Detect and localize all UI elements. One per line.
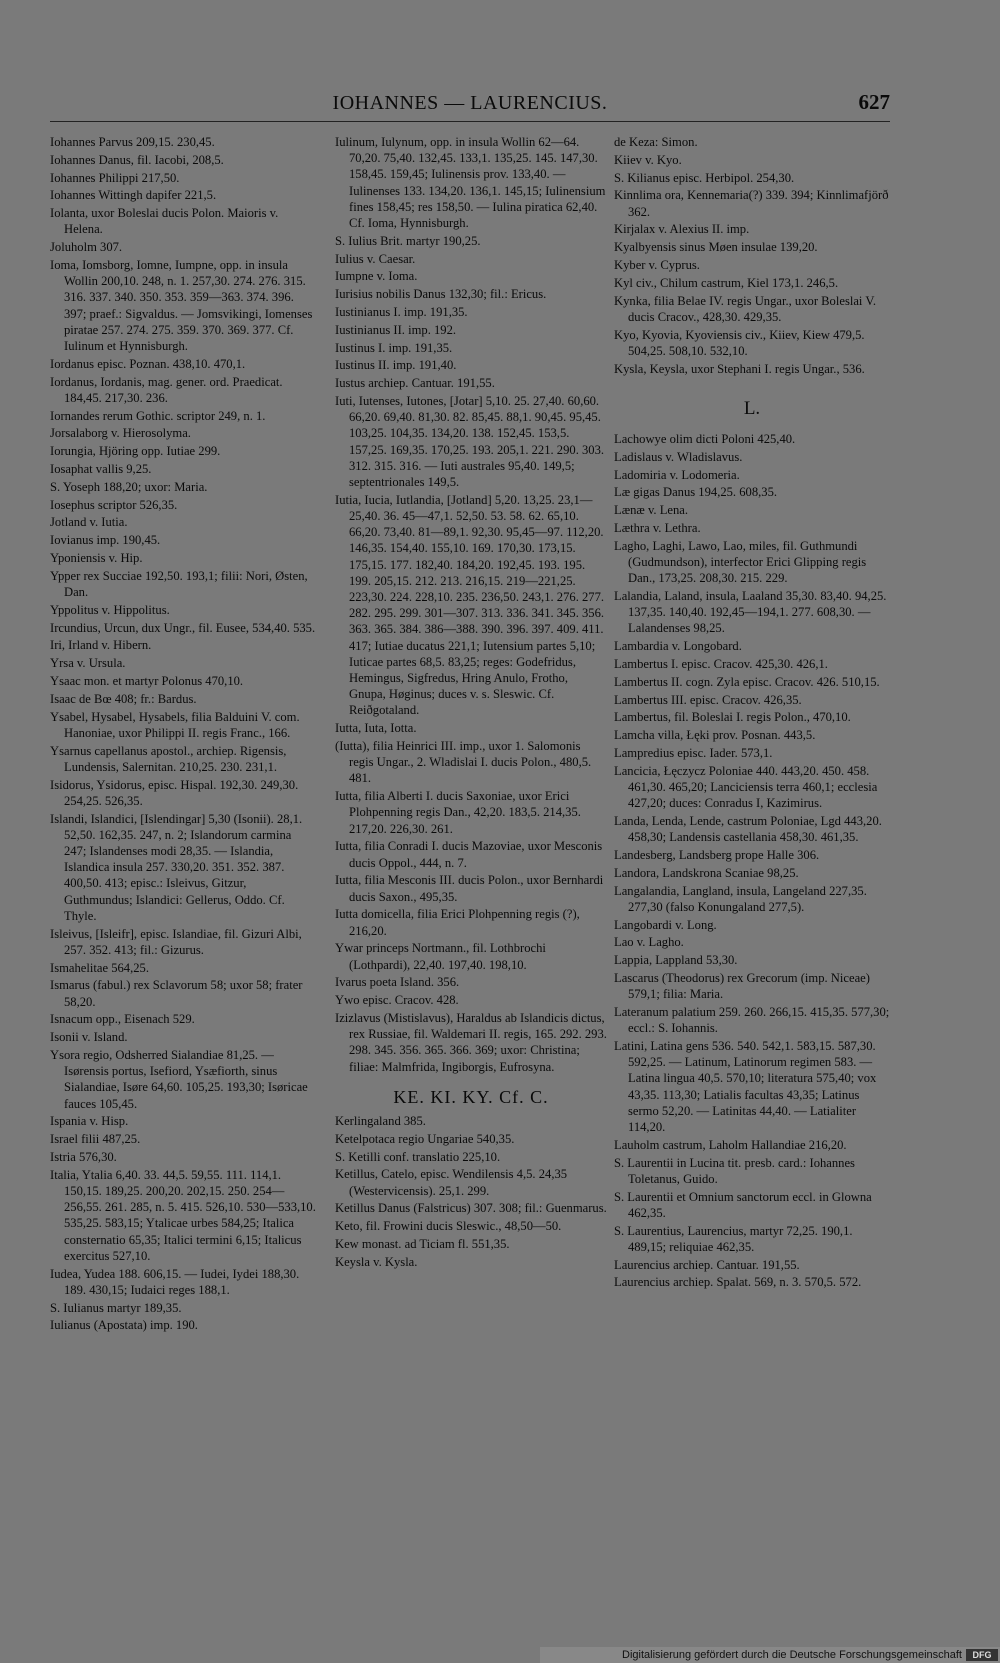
index-entry: Læ gigas Danus 194,25. 608,35.: [614, 485, 778, 500]
index-entry: Isnacum opp., Eisenach 529.: [50, 1012, 195, 1027]
index-entry: Iudea, Yudea 188. 606,15. — Iudei, Iydei 188,30. 189. 430,15; Iudaici reges 188,1.: [50, 1266, 300, 1297]
index-entry: Iutta, filia Alberti I. ducis Saxoniae, uxor Erici Plohpenning regis Dan., 42,20. 183,5. 214,35. 217,20. 226,30. 261.: [335, 789, 581, 836]
index-entry: Iulius v. Caesar.: [335, 251, 416, 266]
index-entry: Lachowye olim dicti Poloni 425,40.: [614, 431, 796, 446]
index-entry: Lao v. Lagho.: [614, 935, 684, 950]
index-entry: Ketelpotaca regio Ungariae 540,35.: [335, 1131, 515, 1146]
index-entry: Kyo, Kyovia, Kyoviensis civ., Kiiev, Kiew 479,5. 504,25. 508,10. 532,10.: [614, 327, 865, 358]
index-entry: S. Iulius Brit. martyr 190,25.: [335, 233, 481, 248]
index-entry: S. Laurentii et Omnium sanctorum eccl. in Glowna 462,35.: [614, 1189, 872, 1220]
index-entry: Iordanus, Iordanis, mag. gener. ord. Praedicat. 184,45. 217,30. 236.: [50, 374, 283, 405]
index-entry: Lambertus, fil. Boleslai I. regis Polon., 470,10.: [614, 710, 851, 725]
index-entry: Landora, Landskrona Scaniae 98,25.: [614, 865, 799, 880]
index-entry: Iulinum, Iulynum, opp. in insula Wollin 62—64. 70,20. 75,40. 132,45. 133,1. 135,25. 145. 147,30. 158,45. 159,45; Iulinensis prov. 133,40. — Iulinenses 133. 134,20. 136,1. 145,15; Iulinensium fines 158,45; res 158,50. — Iulina piratica 62,40. Cf. Ioma, Hynnisburgh.: [335, 135, 606, 231]
index-entry: Iustus archiep. Cantuar. 191,55.: [335, 376, 495, 391]
index-entry: de Keza: Simon.: [614, 135, 698, 149]
index-entry: Ysaac mon. et martyr Polonus 470,10.: [50, 673, 244, 688]
index-entry: Lamcha villa, Łęki prov. Posnan. 443,5.: [614, 728, 816, 743]
index-entry: (Iutta), filia Heinrici III. imp., uxor 1. Salomonis regis Ungar., 2. Wladislai I. ducis Polon., 480,5. 481.: [335, 739, 592, 786]
index-entry: Lambertus III. episc. Cracov. 426,35.: [614, 692, 802, 707]
index-entry: Langobardi v. Long.: [614, 917, 717, 932]
index-entry: Iustinus I. imp. 191,35.: [335, 340, 453, 355]
index-entry: Ispania v. Hisp.: [50, 1114, 129, 1129]
page-number: 627: [858, 90, 890, 114]
index-entry: Lambertus I. episc. Cracov. 425,30. 426,1.: [614, 656, 828, 671]
index-entry: S. Iulianus martyr 189,35.: [50, 1300, 182, 1315]
index-entry: Iutta, Iuta, Iotta.: [335, 721, 417, 736]
index-entry: Iutta, filia Mesconis III. ducis Polon., uxor Bernhardi ducis Saxon., 495,35.: [335, 873, 604, 904]
index-entry: Isidorus, Ysidorus, episc. Hispal. 192,30. 249,30. 254,25. 526,35.: [50, 777, 299, 808]
index-entry: Ioma, Iomsborg, Iomne, Iumpne, opp. in insula Wollin 200,10. 248, n. 1. 257,30. 274. 276. 315. 316. 337. 340. 350. 353. 359—363. 374. 396. 397; praef.: Sigvaldus. — Jomsvikingi, Iomenses piratae 257. 274. 275. 359. 370. 369. 377. Cf. Iulinum et Hynnisburgh.: [50, 257, 313, 353]
index-entry: Italia, Ytalia 6,40. 33. 44,5. 59,55. 111. 114,1. 150,15. 189,25. 200,20. 202,15. 250. 254—256,55. 261. 285, n. 5. 415. 526,10. 530—533,10. 535,25. 583,15; Ytalicae urbes 584,25; Italica consternatio 65,35; Italici termini 6,15; Italicus exercitus 527,10.: [50, 1167, 316, 1263]
index-entry: Keto, fil. Frowini ducis Sleswic., 48,50—50.: [335, 1219, 562, 1234]
index-entry: Iohannes Danus, fil. Iacobi, 208,5.: [50, 152, 224, 167]
index-entry: Yrsa v. Ursula.: [50, 656, 126, 671]
index-entry: Kynka, filia Belae IV. regis Ungar., uxor Boleslai V. ducis Cracov., 428,30. 429,35.: [614, 293, 876, 324]
index-entry: S. Ketilli conf. translatio 225,10.: [335, 1149, 501, 1164]
index-entry: Kyalbyensis sinus Møen insulae 139,20.: [614, 240, 818, 255]
digitization-footer: [540, 1647, 1000, 1663]
index-entry: Iustinianus I. imp. 191,35.: [335, 305, 468, 319]
index-entry: Iutia, Iucia, Iutlandia, [Jotland] 5,20. 13,25. 23,1—25,40. 36. 45—47,1. 52,50. 53. 58. 62. 65,10. 66,20. 73,40. 81—89,1. 92,30. 95,45—97. 112,20. 146,35. 154,40. 155,10. 169. 170,30. 173,15. 175,15. 177. 182,40. 184,20. 192,45. 193. 195. 199. 205,15. 212. 213. 216,15. 219—221,25. 223,30. 224. 228,10. 235. 236,50. 243,1. 276. 277. 282. 295. 299. 301—307. 313. 336. 341. 345. 356. 363. 365. 384. 386—388. 390. 396. 397. 409. 411. 417; Iutiae ducatus 221,1; Iutensium partes 5,10; Iuticae partes 68,5. 83,25; reges: Godefridus, Hemingus, Sigfredus, Hring Anulo, Frotho, Gnupa, Høginus; duces v. s. Sleswic. Cf. Reiðgotaland.: [335, 492, 605, 718]
index-entry: Ysora regio, Odsherred Sialandiae 81,25. — Isørensis portus, Isefiord, Ysæfiorth, sinus Sialandiae, Isøre 64,60. 105,25. 193,30; Isøricae fauces 105,45.: [50, 1047, 308, 1111]
index-entry: Jorsalaborg v. Hierosolyma.: [50, 426, 191, 441]
index-entry: Latini, Latina gens 536. 540. 542,1. 583,15. 587,30. 592,25. — Latinum, Latinorum regimen 583. — Latina lingua 40,5. 570,10; literatura 575,40; vox 43,35. 113,30; Latialis facultas 43,35; Latinus sermo 52,20. — Latinitas 44,40. — Latialiter 114,20.: [614, 1038, 877, 1134]
section-heading: L.: [743, 397, 761, 419]
index-entry: Israel filii 487,25.: [50, 1132, 141, 1147]
index-entry: Kyber v. Cyprus.: [614, 257, 700, 272]
index-entry: Iutta domicella, filia Erici Plohpenning regis (?), 216,20.: [335, 907, 580, 938]
index-entry: Ketillus, Catelo, episc. Wendilensis 4,5. 24,35 (Westervicensis). 25,1. 299.: [335, 1167, 568, 1198]
index-entry: Iumpne v. Ioma.: [335, 269, 418, 284]
index-entry: Lauholm castrum, Laholm Hallandiae 216,20.: [614, 1137, 847, 1152]
index-entry: S. Yoseph 188,20; uxor: Maria.: [50, 479, 208, 494]
index-entry: Isleivus, [Isleifr], episc. Islandiae, fil. Gizuri Albi, 257. 352. 413; fil.: Gizurus.: [50, 926, 302, 957]
index-column-3: [614, 134, 890, 1292]
index-entry: Lascarus (Theodorus) rex Grecorum (imp. Niceae) 579,1; filia: Maria.: [614, 970, 870, 1002]
index-entry: Iulianus (Apostata) imp. 190.: [50, 1318, 198, 1333]
index-entry: Iosephus scriptor 526,35.: [50, 497, 178, 512]
index-entry: Lænæ v. Lena.: [614, 503, 689, 518]
index-entry: Iohannes Philippi 217,50.: [50, 170, 180, 185]
index-entry: Yppolitus v. Hippolitus.: [50, 602, 170, 617]
index-entry: Isonii v. Island.: [50, 1030, 128, 1045]
index-entry: Ladislaus v. Wladislavus.: [614, 449, 743, 464]
index-entry: Izizlavus (Mistislavus), Haraldus ab Islandicis dictus, rex Russiae, fil. Waldemari II. regis, 165. 292. 293. 298. 345. 356. 365. 366. 369; uxor: Christina; filiae: Malmfrida, Ingiborgis, Eufrosyna.: [335, 1011, 607, 1074]
index-entry: Iutta, filia Conradi I. ducis Mazoviae, uxor Mesconis ducis Oppol., 444, n. 7.: [335, 839, 603, 870]
index-entry: Lambardia v. Longobard.: [614, 639, 742, 654]
index-entry: Landesberg, Landsberg prope Halle 306.: [614, 847, 820, 862]
index-entry: Iordanus episc. Poznan. 438,10. 470,1.: [50, 356, 246, 371]
dfg-logo: DFG: [966, 1649, 998, 1661]
index-entry: Iolanta, uxor Boleslai ducis Polon. Maioris v. Helena.: [50, 206, 279, 237]
header-rule: [50, 121, 890, 122]
index-entry: Iuti, Iutenses, Iutones, [Jotar] 5,10. 25. 27,40. 60,60. 66,20. 69,40. 81,30. 82. 85,45. 88,1. 90,45. 95,45. 103,25. 104,35. 134,20. 138. 152,45. 153,5. 157,25. 169,35. 170,25. 193. 205,1. 221. 290. 303. 312. 315. 316. — Iuti australes 95,40. 149,5; septentrionales 149,5.: [335, 393, 605, 489]
index-entry: S. Laurentii in Lucina tit. presb. card.: Iohannes Toletanus, Guido.: [614, 1155, 855, 1186]
index-entry: Ircundius, Urcun, dux Ungr., fil. Eusee, 534,40. 535.: [50, 620, 316, 635]
index-entry: Ywar princeps Nortmann., fil. Lothbrochi (Lothpardi), 22,40. 197,40. 198,10.: [335, 941, 546, 972]
index-entry: Keysla v. Kysla.: [335, 1254, 418, 1269]
index-entry: Iustinianus II. imp. 192.: [335, 322, 457, 337]
index-entry: Jotland v. Iutia.: [50, 515, 128, 530]
footer-credit-text: Digitalisierung gefördert durch die Deutsche Forschungsgemeinschaft: [622, 1649, 962, 1661]
index-entry: Kerlingaland 385.: [335, 1114, 426, 1129]
index-entry: Iorungia, Hjöring opp. Iutiae 299.: [50, 444, 221, 459]
index-entry: Ismahelitae 564,25.: [50, 960, 149, 975]
section-heading: KE. KI. KY. Cf. C.: [393, 1086, 549, 1107]
index-entry: Ypper rex Succiae 192,50. 193,1; filii: Nori, Østen, Dan.: [50, 568, 308, 599]
index-entry: Ismarus (fabul.) rex Sclavorum 58; uxor 58; frater 58,20.: [50, 978, 303, 1009]
index-entry: Lagho, Laghi, Lawo, Lao, miles, fil. Guthmundi (Gudmundson), interfector Erici Glipping regis Dan., 173,25. 208,30. 215. 229.: [614, 538, 867, 586]
index-entry: Kew monast. ad Ticiam fl. 551,35.: [335, 1237, 510, 1252]
running-title: IOHANNES — LAURENCIUS.: [332, 92, 608, 114]
index-entry: Ysarnus capellanus apostol., archiep. Rigensis, Lundensis, Salernitan. 210,25. 230. 231,1.: [50, 743, 287, 774]
index-entry: Lalandia, Laland, insula, Laaland 35,30. 83,40. 94,25. 137,35. 140,40. 192,45—194,1. 277. 608,30. — Lalandenses 98,25.: [614, 588, 887, 636]
index-entry: Ketillus Danus (Falstricus) 307. 308; fil.: Guenmarus.: [335, 1201, 607, 1216]
index-entry: Ivarus poeta Island. 356.: [335, 975, 460, 990]
index-entry: S. Kilianus episc. Herbipol. 254,30.: [614, 170, 795, 185]
index-column-2: [335, 134, 607, 1272]
page-header: [50, 88, 890, 118]
index-entry: Iohannes Wittingh dapifer 221,5.: [50, 188, 217, 203]
index-entry: Laurencius archiep. Cantuar. 191,55.: [614, 1257, 800, 1272]
index-entry: Islandi, Islandici, [Islendingar] 5,30 (Isonii). 28,1. 52,50. 162,35. 247, n. 2; Islandorum carmina 247; Islandenses modi 28,35. — Islandia, Islandica insula 257. 330,20. 351. 352. 387. 400,50. 413; episc.: Isleivus, Gitzur, Guthmundus; Islandici: Gellerus, Oddo. Cf. Thyle.: [50, 811, 303, 923]
index-entry: Kirjalax v. Alexius II. imp.: [614, 222, 750, 237]
index-entry: Iustinus II. imp. 191,40.: [335, 358, 457, 373]
index-entry: Iurisius nobilis Danus 132,30; fil.: Ericus.: [335, 287, 547, 302]
index-entry: Iovianus imp. 190,45.: [50, 533, 161, 548]
index-entry: Lancicia, Łęczycz Poloniae 440. 443,20. 450. 458. 461,30. 465,20; Lanciciensis terra 460,1; ecclesia 427,20; duces: Conradus I, Kazimirus.: [614, 763, 878, 811]
index-entry: Ladomiria v. Lodomeria.: [614, 467, 740, 482]
index-entry: Joluholm 307.: [50, 240, 123, 255]
index-entry: Lambertus II. cogn. Zyla episc. Cracov. 426. 510,15.: [614, 674, 880, 689]
index-entry: Iornandes rerum Gothic. scriptor 249, n. 1.: [50, 408, 266, 423]
index-entry: Lappia, Lappland 53,30.: [614, 953, 738, 968]
index-entry: Langalandia, Langland, insula, Langeland 227,35. 277,30 (falso Konungaland 277,5).: [614, 883, 867, 914]
index-entry: Kiiev v. Kyo.: [614, 152, 682, 167]
index-entry: Kysla, Keysla, uxor Stephani I. regis Ungar., 536.: [614, 361, 865, 376]
index-entry: Laurencius archiep. Spalat. 569, n. 3. 570,5. 572.: [614, 1275, 862, 1290]
index-entry: Landa, Lenda, Lende, castrum Poloniae, Lgd 443,20. 458,30; Landensis castellania 458,30. 461,35.: [614, 813, 882, 845]
index-entry: Læthra v. Lethra.: [614, 520, 701, 535]
index-entry: Yponiensis v. Hip.: [50, 550, 143, 565]
index-entry: Iohannes Parvus 209,15. 230,45.: [50, 135, 215, 149]
index-entry: Iri, Irland v. Hibern.: [50, 638, 152, 653]
index-entry: Ysabel, Hysabel, Hysabels, filia Balduini V. com. Hanoniae, uxor Philippi II. regis Franc., 166.: [50, 709, 300, 740]
index-entry: Ywo episc. Cracov. 428.: [335, 993, 459, 1008]
index-entry: Istria 576,30.: [50, 1149, 117, 1164]
index-entry: Lateranum palatium 259. 260. 266,15. 415,35. 577,30; eccl.: S. Iohannis.: [614, 1004, 890, 1036]
index-column-1: [50, 134, 316, 1335]
index-entry: Isaac de Bœ 408; fr.: Bardus.: [50, 691, 197, 706]
index-entry: Kinnlima ora, Kennemaria(?) 339. 394; Kinnlimafjörð 362.: [614, 188, 889, 219]
index-entry: Iosaphat vallis 9,25.: [50, 461, 152, 476]
index-entry: Lampredius episc. Iader. 573,1.: [614, 745, 773, 760]
index-entry: S. Laurentius, Laurencius, martyr 72,25. 190,1. 489,15; reliquiae 462,35.: [614, 1223, 853, 1254]
index-entry: Kyl civ., Chilum castrum, Kiel 173,1. 246,5.: [614, 275, 839, 290]
